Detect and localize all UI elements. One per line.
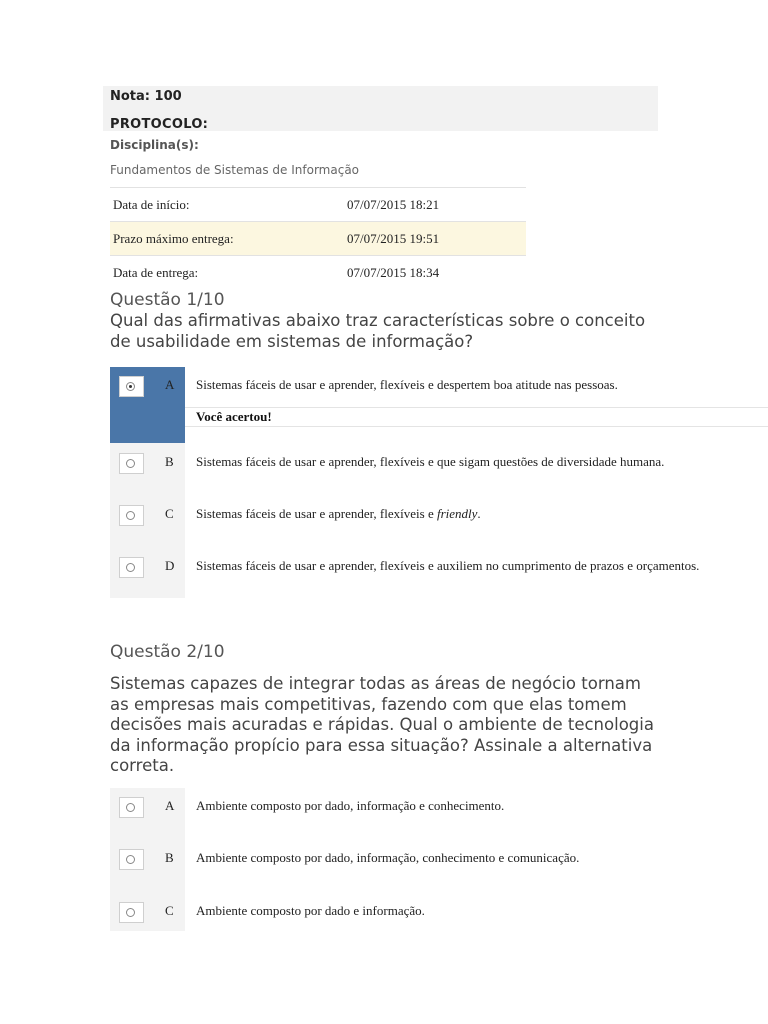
- question-2-text: Sistemas capazes de integrar todas as áreas de negócio tornam as empresas mais competitivas, fazendo com que elas tomem decisões mais acuradas e rápidas. Qual o ambiente de tecnologia da informação propício para essa situação? Assinale a alternativa correta.: [110, 674, 654, 775]
- answer-c-text-plain: Sistemas fáceis de usar e aprender, flexíveis e: [196, 506, 437, 521]
- answer-c-text[interactable]: [196, 506, 481, 522]
- radio-checked-icon[interactable]: [126, 382, 135, 391]
- discipline-label: Disciplina(s):: [110, 138, 199, 152]
- date-row-deadline: [110, 222, 526, 256]
- answer-letter: C: [165, 903, 174, 918]
- date-value: 07/07/2015 18:21: [343, 188, 526, 222]
- answer-letter: C: [165, 506, 174, 521]
- answer-c-radio-box[interactable]: [119, 902, 144, 923]
- answer-c-text-italic: friendly: [436, 506, 478, 521]
- dates-table: [110, 187, 526, 289]
- answer-letter: B: [165, 850, 174, 865]
- answer-letter: B: [165, 454, 174, 469]
- answer-c-radio-box[interactable]: [119, 505, 144, 526]
- answer-b-radio-box[interactable]: [119, 849, 144, 870]
- answer-a-text[interactable]: Sistemas fáceis de usar e aprender, flexíveis e despertem boa atitude nas pessoas.: [196, 377, 618, 392]
- radio-icon[interactable]: [126, 459, 135, 468]
- grade-label: Nota: 100: [110, 89, 182, 104]
- answer-b-text[interactable]: Ambiente composto por dado, informação, conhecimento e comunicação.: [196, 850, 580, 865]
- answer-a-text[interactable]: Ambiente composto por dado, informação e conhecimento.: [196, 798, 505, 813]
- date-label: Prazo máximo entrega:: [110, 222, 343, 256]
- answer-d-radio-box[interactable]: [119, 557, 144, 578]
- answer-letter: A: [165, 377, 175, 392]
- question-1-number: Questão 1/10: [110, 290, 225, 310]
- answer-d-text[interactable]: Sistemas fáceis de usar e aprender, flexíveis e auxiliem no cumprimento de prazos e orçamentos.: [196, 558, 700, 573]
- date-value: 07/07/2015 18:34: [343, 256, 526, 290]
- date-label: Data de entrega:: [110, 256, 343, 290]
- answer-c-text[interactable]: Ambiente composto por dado e informação.: [196, 903, 425, 918]
- answer-b-radio-box[interactable]: [119, 453, 144, 474]
- date-value: 07/07/2015 19:51: [343, 222, 526, 256]
- date-label: Data de início:: [110, 188, 343, 222]
- answer-b-text[interactable]: Sistemas fáceis de usar e aprender, flexíveis e que sigam questões de diversidade humana.: [196, 454, 665, 469]
- answer-a-radio-box[interactable]: [119, 376, 144, 397]
- question-2-number: Questão 2/10: [110, 642, 225, 662]
- radio-icon[interactable]: [126, 563, 135, 572]
- feedback-divider: [185, 426, 768, 427]
- answer-letter: A: [165, 798, 175, 813]
- question-1-text: Qual das afirmativas abaixo traz características sobre o conceito de usabilidade em sistemas de informação?: [110, 311, 646, 351]
- date-row-start: [110, 188, 526, 222]
- feedback-divider: [185, 407, 768, 408]
- answer-a-radio-box[interactable]: [119, 797, 144, 818]
- protocol-label: PROTOCOLO:: [110, 117, 209, 132]
- answer-c-text-end: .: [477, 506, 481, 521]
- date-row-delivery: [110, 256, 526, 290]
- radio-icon[interactable]: [126, 511, 135, 520]
- discipline-name: Fundamentos de Sistemas de Informação: [110, 163, 360, 177]
- radio-icon[interactable]: [126, 803, 135, 812]
- answer-letter: D: [165, 558, 175, 573]
- radio-icon[interactable]: [126, 908, 135, 917]
- radio-icon[interactable]: [126, 855, 135, 864]
- feedback-correct: Você acertou!: [196, 409, 272, 424]
